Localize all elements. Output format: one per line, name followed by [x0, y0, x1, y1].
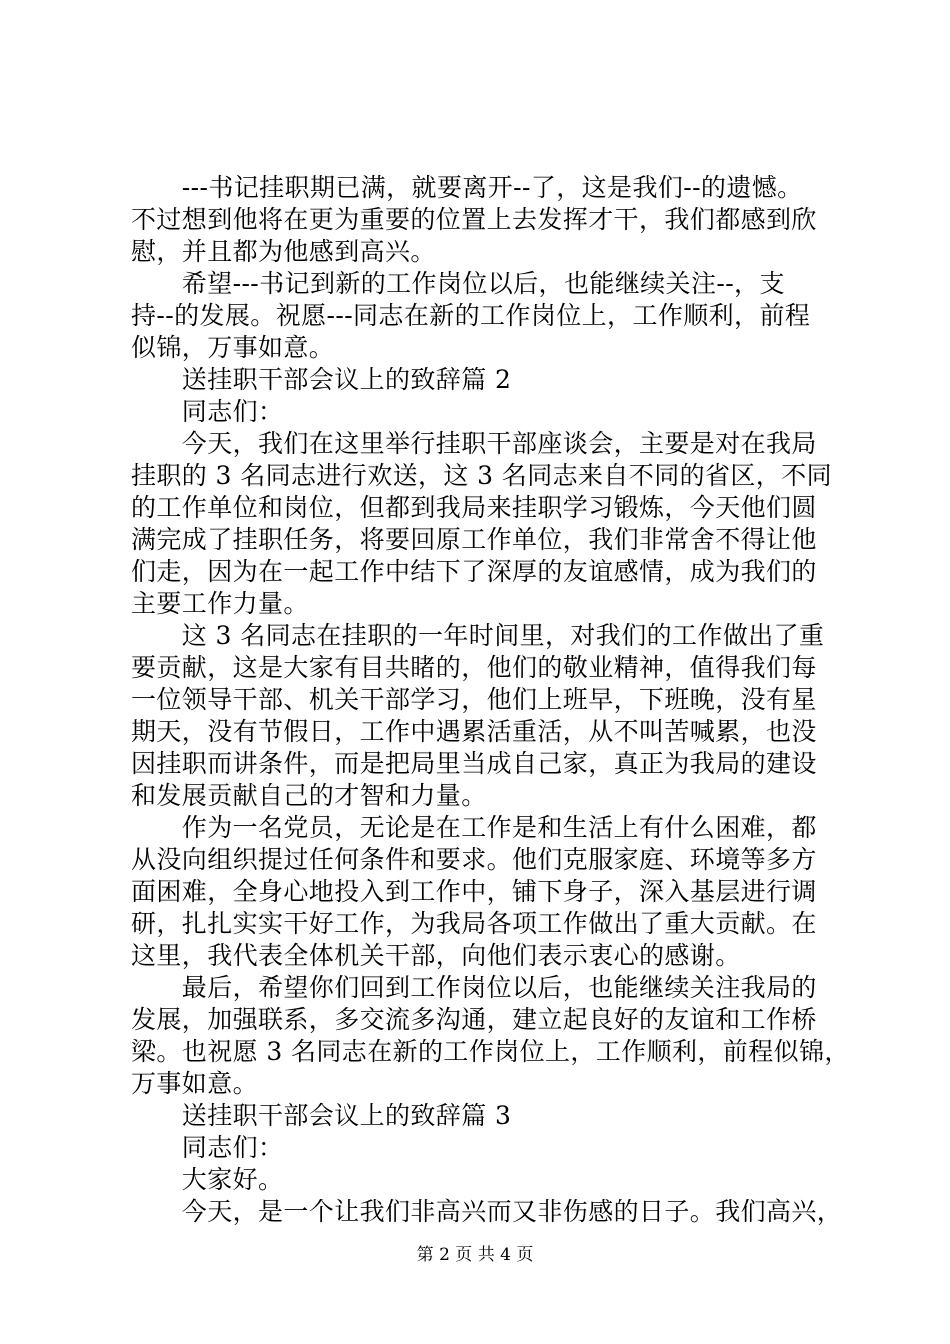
section-heading: 送挂职干部会议上的致辞篇 2	[131, 365, 512, 394]
text-line: 这 3 名同志在挂职的一年时间里，对我们的工作做出了重	[131, 621, 825, 650]
text-line: 挂职的 3 名同志进行欢送，这 3 名同志来自不同的省区，不同	[131, 461, 833, 490]
text-line: 梁。也祝愿 3 名同志在新的工作岗位上，工作顺利，前程似锦，	[131, 1037, 850, 1066]
text-line: 一位领导干部、机关干部学习，他们上班早，下班晚，没有星	[131, 685, 817, 714]
text-line: 期天，没有节假日，工作中遇累活重活，从不叫苦喊累，也没	[131, 717, 817, 746]
text-line: 从没向组织提过任何条件和要求。他们克服家庭、环境等多方	[131, 845, 817, 874]
text-line: 今天，我们在这里举行挂职干部座谈会，主要是对在我局	[131, 429, 817, 458]
text-line: 主要工作力量。	[131, 589, 309, 618]
section-heading: 送挂职干部会议上的致辞篇 3	[131, 1101, 512, 1130]
text-line: 作为一名党员，无论是在工作是和生活上有什么困难，都	[131, 813, 817, 842]
text-line: 和发展贡献自己的才智和力量。	[131, 781, 487, 810]
page-number-footer: 第 2 页 共 4 页	[416, 1245, 534, 1265]
text-line: 似锦，万事如意。	[131, 333, 335, 362]
text-line: 发展，加强联系，多交流多沟通，建立起良好的友谊和工作桥	[131, 1005, 817, 1034]
text-line: 不过想到他将在更为重要的位置上去发挥才干，我们都感到欣	[131, 205, 817, 234]
text-line: 这里，我代表全体机关干部，向他们表示衷心的感谢。	[131, 941, 741, 970]
text-line: 万事如意。	[131, 1069, 259, 1098]
text-line: 持--的发展。祝愿---同志在新的工作岗位上，工作顺利，前程	[131, 301, 811, 330]
text-line: 慰，并且都为他感到高兴。	[131, 237, 436, 266]
salutation: 同志们：	[131, 397, 284, 426]
salutation: 同志们：	[131, 1133, 284, 1162]
text-line: ---书记挂职期已满，就要离开--了，这是我们--的遗憾。	[131, 173, 803, 202]
text-line: 满完成了挂职任务，将要回原工作单位，我们非常舍不得让他	[131, 525, 817, 554]
text-line: 们走，因为在一起工作中结下了深厚的友谊感情，成为我们的	[131, 557, 817, 586]
text-line: 最后，希望你们回到工作岗位以后，也能继续关注我局的	[131, 973, 817, 1002]
text-line: 因挂职而讲条件，而是把局里当成自己家，真正为我局的建设	[131, 749, 817, 778]
text-line: 面困难，全身心地投入到工作中，铺下身子，深入基层进行调	[131, 877, 817, 906]
text-line: 今天，是一个让我们非高兴而又非伤感的日子。我们高兴，	[131, 1197, 843, 1226]
text-line: 希望---书记到新的工作岗位以后，也能继续关注--，支	[131, 269, 785, 298]
text-line: 的工作单位和岗位，但都到我局来挂职学习锻炼，今天他们圆	[131, 493, 817, 522]
text-line: 大家好。	[131, 1165, 284, 1194]
text-line: 要贡献，这是大家有目共睹的，他们的敬业精神，值得我们每	[131, 653, 817, 682]
text-line: 研，扎扎实实干好工作，为我局各项工作做出了重大贡献。在	[131, 909, 817, 938]
